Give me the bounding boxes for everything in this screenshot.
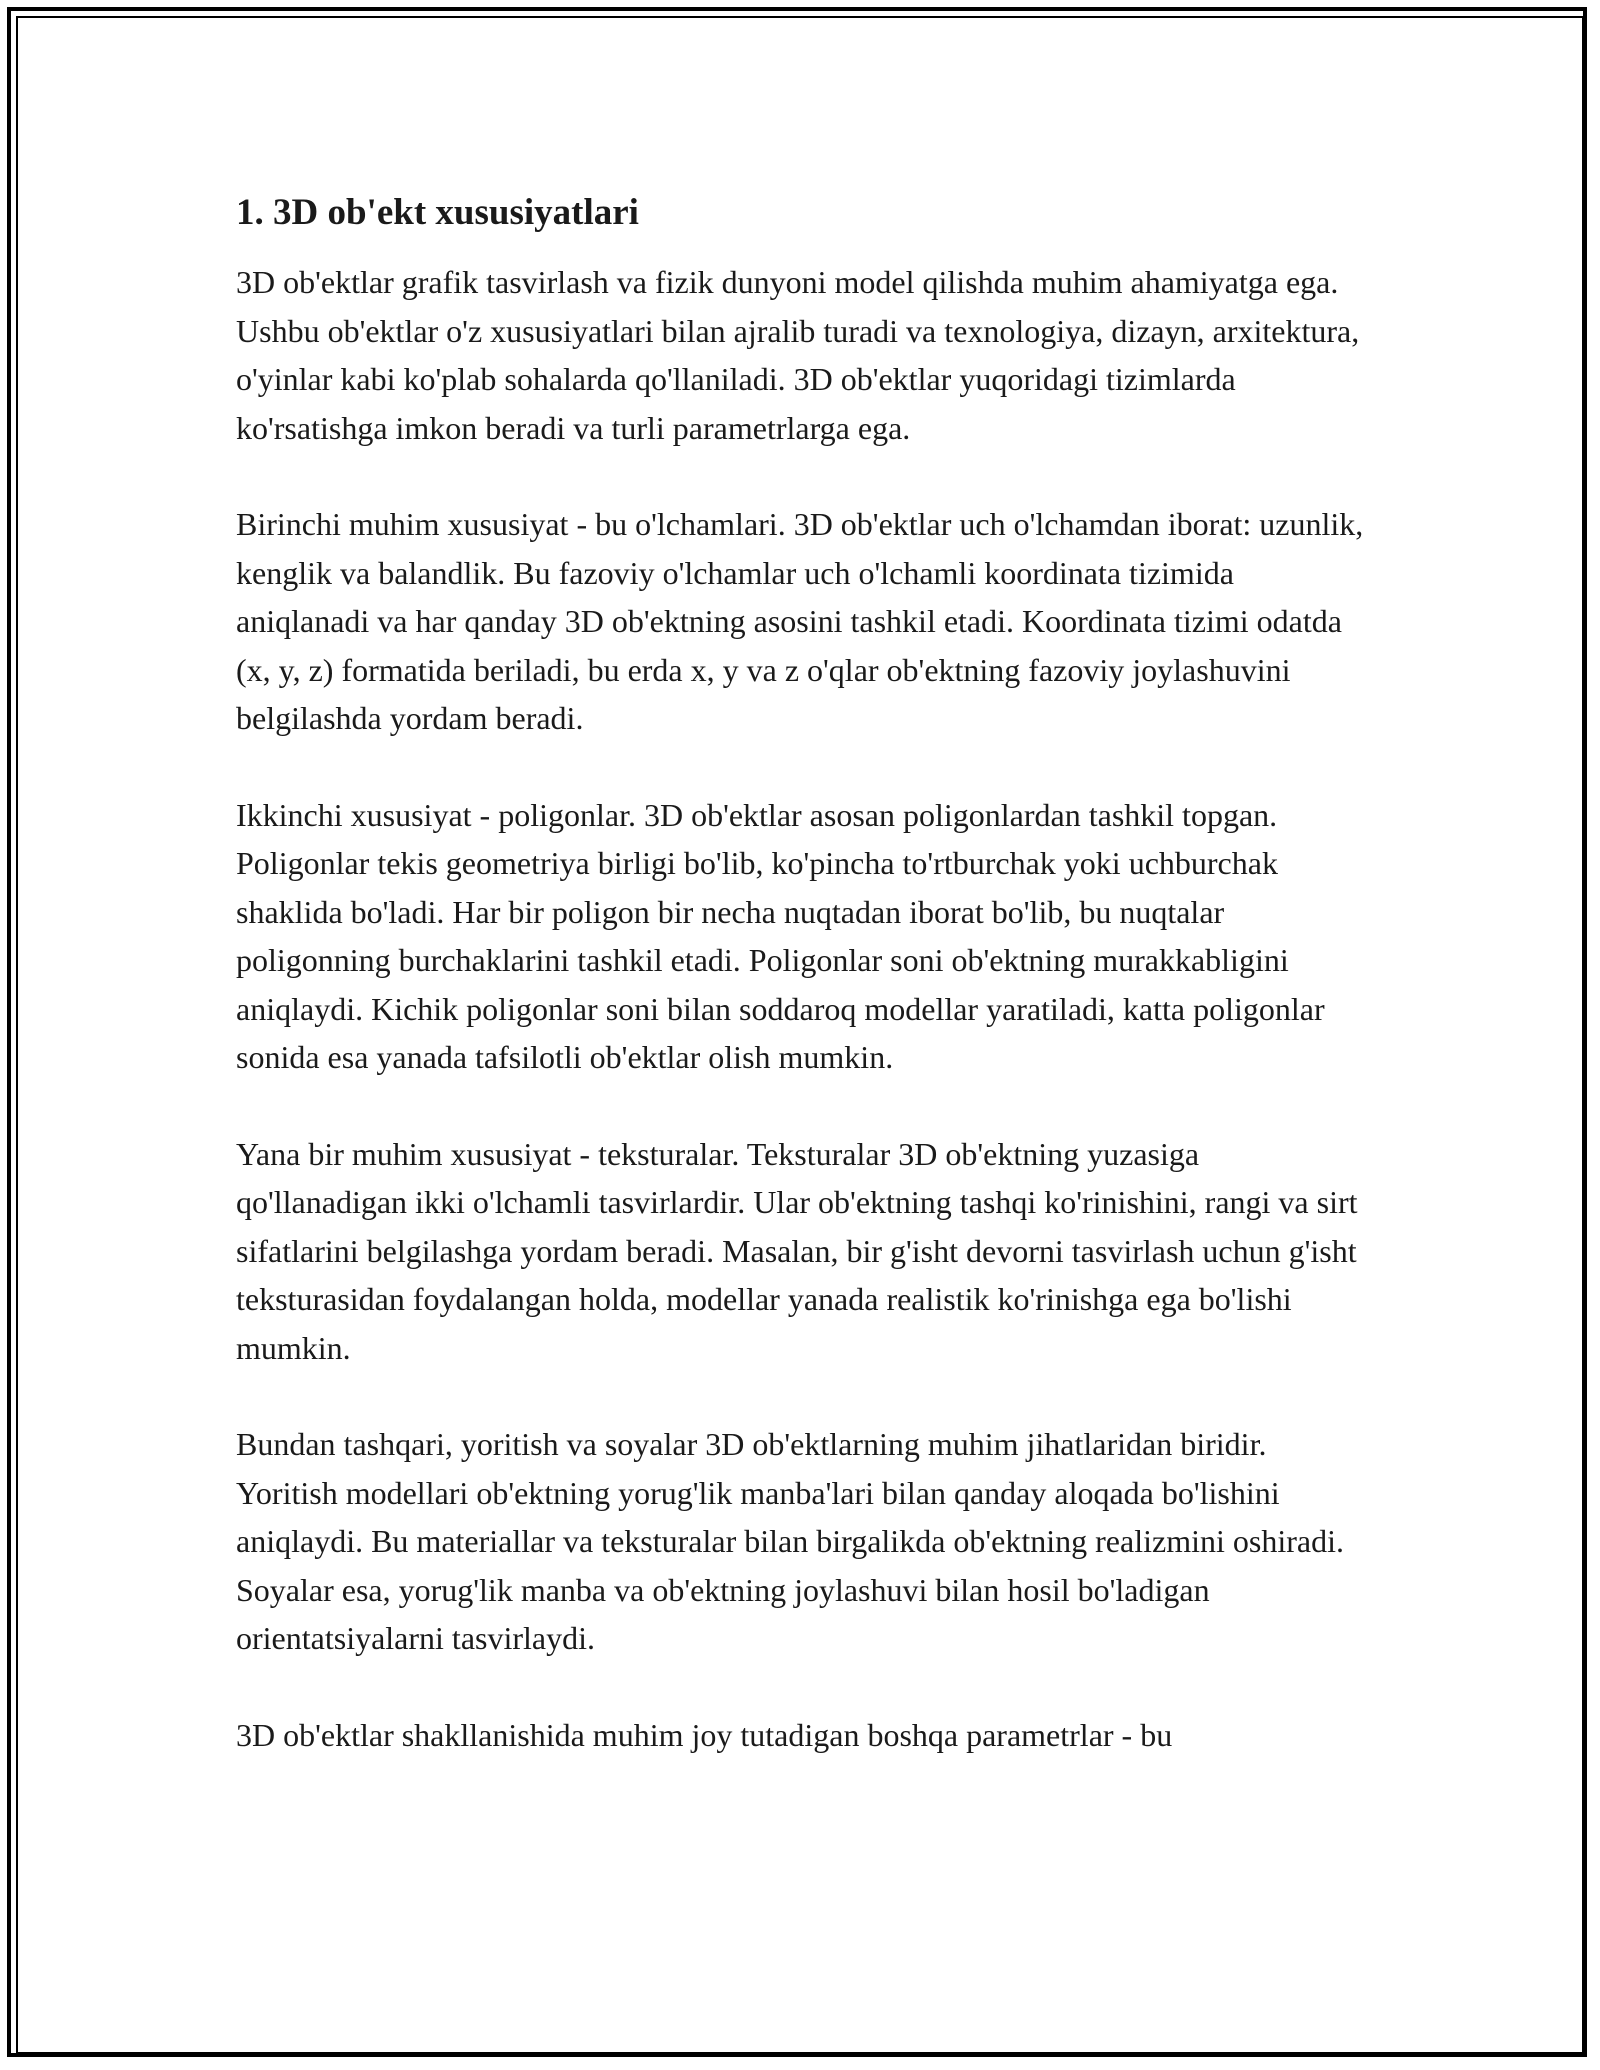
paragraph-textures: Yana bir muhim xususiyat - teksturalar. Teksturalar 3D ob'ektning yuzasiga qo'llanadigan ikki o'lchamli tasvirlardir. Ular ob'ektning tashqi ko'rinishini, rangi va sirt sifatlarini belgilashga yordam beradi. Masalan, bir g'isht devorni tasvirlash uchun g'isht teksturasidan foydalangan holda, modellar yanada realistik ko'rinishga ega bo'lishi mumkin.: [236, 1135, 1358, 1366]
paragraph-lighting: Bundan tashqari, yoritish va soyalar 3D ob'ektlarning muhim jihatlaridan biridir. Yoritish modellari ob'ektning yorug'lik manba'lari bilan qanday aloqada bo'lishini aniqlaydi. Bu materiallar va teksturalar bilan birgalikda ob'ektning realizmini oshiradi. Soyalar esa, yorug'lik manba va ob'ektning joylashuvi bilan hosil bo'ladigan orientatsiyalarni tasvirlaydi.: [236, 1426, 1344, 1656]
paragraph-other-parameters: 3D ob'ektlar shakllanishida muhim joy tutadigan boshqa parametrlar - bu: [236, 1716, 1173, 1753]
paragraph-dimensions: Birinchi muhim xususiyat - bu o'lchamlari. 3D ob'ektlar uch o'lchamdan iborat: uzunlik, kenglik va balandlik. Bu fazoviy o'lchamlar uch o'lchamli koordinata tizimida aniqlanadi va har qanday 3D ob'ektning asosini tashkil etadi. Koordinata tizimi odatda (x, y, z) formatida beriladi, bu erda x, y va z o'qlar ob'ektning fazoviy joylashuvini belgilashda yordam beradi.: [236, 506, 1364, 736]
paragraph-intro: 3D ob'ektlar grafik tasvirlash va fizik dunyoni model qilishda muhim ahamiyatga ega. Ushbu ob'ektlar o'z xususiyatlari bilan ajralib turadi va texnologiya, dizayn, arxitektura, o'yinlar kabi ko'plab sohalarda qo'llaniladi. 3D ob'ektlar yuqoridagi tizimlarda ko'rsatishga imkon beradi va turli parametrlarga ega.: [236, 264, 1360, 446]
paragraph-polygons: Ikkinchi xususiyat - poligonlar. 3D ob'ektlar asosan poligonlardan tashkil topgan. Poligonlar tekis geometriya birligi bo'lib, ko'pincha to'rtburchak yoki uchburchak shaklida bo'ladi. Har bir poligon bir necha nuqtadan iborat bo'lib, bu nuqtalar poligonning burchaklarini tashkil etadi. Poligonlar soni ob'ektning murakkabligini aniqlaydi. Kichik poligonlar soni bilan soddaroq modellar yaratiladi, katta poligonlar sonida esa yanada tafsilotli ob'ektlar olish mumkin.: [236, 796, 1325, 1075]
document-body: [236, 190, 1366, 1759]
section-heading: 1. 3D ob'ekt xususiyatlari: [236, 192, 639, 233]
